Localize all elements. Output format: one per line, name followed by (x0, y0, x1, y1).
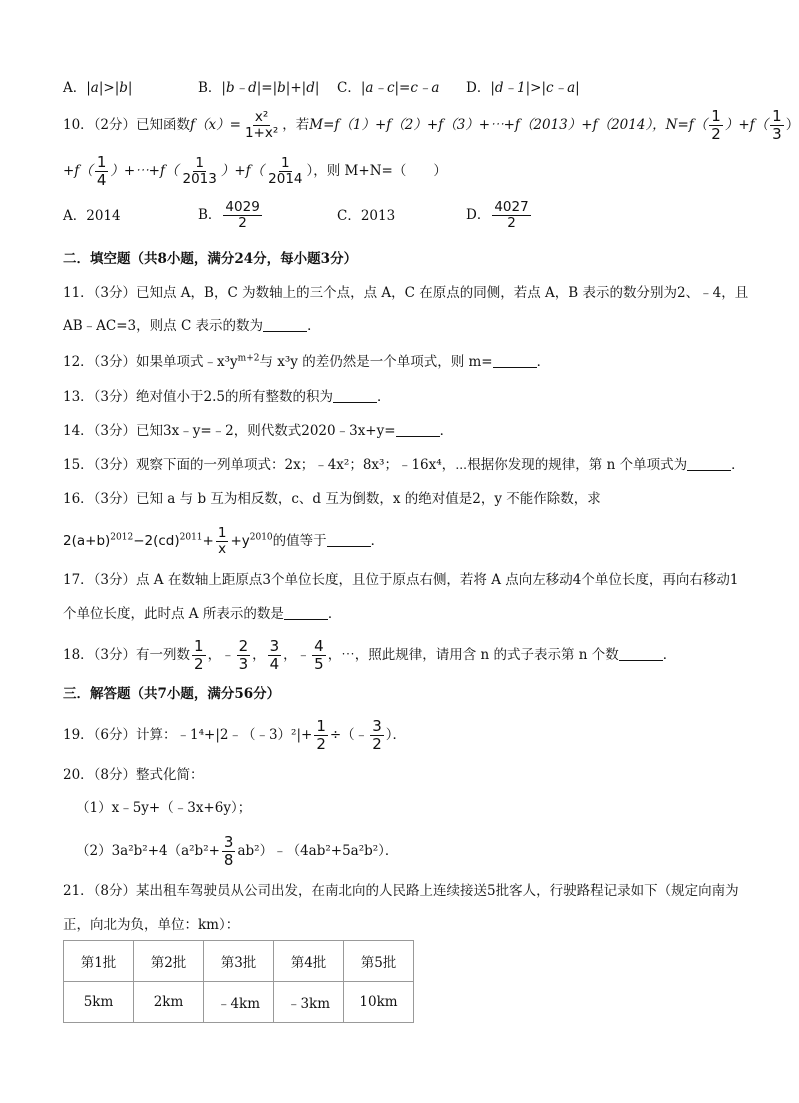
table-cell: ﹣3km (274, 982, 344, 1023)
q17-line1: 17．（3分）点 A 在数轴上距原点3个单位长度，且位于原点右侧，若将 A 点向左移动4个单位长度，再向右移动1 (63, 572, 739, 588)
q11-line2: AB﹣AC=3，则点 C 表示的数为 ． (63, 318, 321, 334)
q9-option-d: D．|d﹣1|>|c﹣a| (466, 80, 580, 96)
q12: 12．（3分）如果单项式$﹣x^3y^{m+2}$与 x³y 的差仍然是一个单项式，则 m= ． (63, 353, 551, 370)
table-header-cell: 第3批 (204, 941, 274, 982)
table-header-cell: 第1批 (64, 941, 134, 982)
q20-part1: （1）x﹣5y+（﹣3x+6y）； (76, 800, 252, 816)
q10-option-c: C．2013 (337, 208, 396, 224)
q10-line2: +f（ $\frac{1}{4}$ ）+⋯+f（ $\frac{1}{2013}$ ）+f（ $\frac{1}{2014}$ ），则 M+N=（ ） (63, 153, 447, 189)
table-cell: 2km (134, 982, 204, 1023)
q10-option-b: B． $\frac{4029}{2}$ (198, 199, 260, 231)
table-header-cell: 第5批 (344, 941, 414, 982)
q21-line2: 正，向北为负，单位：km）： (63, 917, 240, 933)
q20-part2: （2）3a²b²+4（a²b²+ $\frac{3}{8}$ ab²）﹣（4ab²+5a²b²）． (76, 833, 399, 869)
table-header-cell: 第2批 (134, 941, 204, 982)
q10-line1: 10．（2分）已知函数f（x）= $\frac{\text{x²}}{\text{1+x²}}$ ，若M=f（1）+f（2）+f（3）+⋯+f（2013）+f（2014），N=f（ $\frac{1}{2}$ ）+f（ $\frac{1}{3}$ ） (63, 107, 799, 143)
q18: 18．（3分）有一列数 $\frac{1}{2}$ ，﹣ $\frac{2}{3}$ ， $\frac{3}{4}$ ，﹣ $\frac{4}{5}$ ，⋯，照此规律，请用含 n 的式子表示第 n 个数 ． (63, 637, 677, 673)
q16-line1: 16．（3分）已知 a 与 b 互为相反数，c、d 互为倒数，x 的绝对值是2，y 不能作除数，求 (63, 491, 601, 507)
q19: 19．（6分）计算：﹣1⁴+|2﹣（﹣3）²|+ $\frac{1}{2}$ ÷（﹣ $\frac{3}{2}$ ）． (63, 717, 406, 753)
q13: 13．（3分）绝对值小于2.5的所有整数的积为 ． (63, 389, 391, 405)
q15: 15．（3分）观察下面的一列单项式：2x；﹣4x²；8x³；﹣16x⁴，⋯根据你发现的规律，第 n 个单项式为 ． (63, 457, 745, 473)
q9-option-c: C．|a﹣c|=c﹣a (337, 80, 440, 96)
q10-option-d: D． $\frac{4027}{2}$ (466, 199, 529, 231)
q9-option-a: A．|a|>|b| (63, 80, 133, 96)
q14: 14．（3分）已知3x﹣y=﹣2，则代数式2020﹣3x+y= ． (63, 423, 454, 439)
q21-table (63, 940, 414, 1023)
q10-option-a: A．2014 (63, 208, 121, 224)
table-cell: ﹣4km (204, 982, 274, 1023)
table-cell: 5km (64, 982, 134, 1023)
table-header-row (64, 941, 414, 982)
q16-line2: $2(a+b)^{2012}-2(cd)^{2011}+$ $\frac{1}{x}$ $+y^{2010}$的值等于 ． (63, 525, 385, 557)
q20-title: 20．（8分）整式化简： (63, 767, 204, 783)
section-2-heading: 二．填空题（共8小题，满分24分，每小题3分） (63, 251, 358, 267)
table-header-cell: 第4批 (274, 941, 344, 982)
table-row (64, 982, 414, 1023)
q9-option-b: B．|b﹣d|=|b|+|d| (198, 80, 320, 96)
q11-line1: 11．（3分）已知点 A，B，C 为数轴上的三个点，点 A，C 在原点的同侧，若点 A，B 表示的数分别为2、﹣4，且 (63, 285, 749, 301)
table-cell: 10km (344, 982, 414, 1023)
q17-line2: 个单位长度，此时点 A 所表示的数是 ． (63, 606, 342, 622)
q21-line1: 21．（8分）某出租车驾驶员从公司出发，在南北向的人民路上连续接送5批客人，行驶路程记录如下（规定向南为 (63, 883, 739, 899)
section-3-heading: 三．解答题（共7小题，满分56分） (63, 686, 281, 702)
